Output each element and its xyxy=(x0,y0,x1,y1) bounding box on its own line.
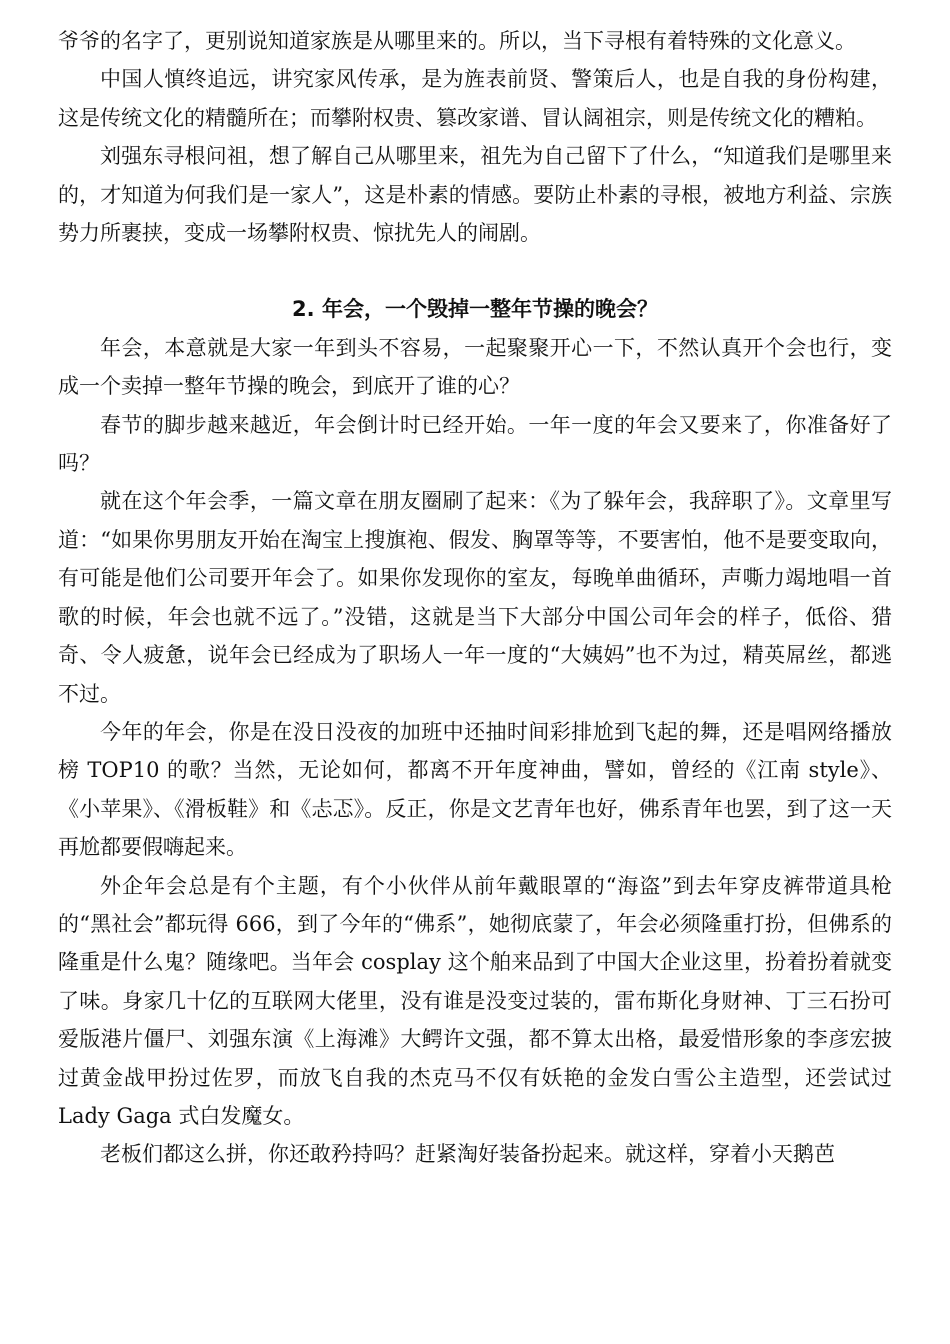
paragraph: 春节的脚步越来越近，年会倒计时已经开始。一年一度的年会又要来了，你准备好了吗？ xyxy=(58,412,892,476)
paragraph: 就在这个年会季，一篇文章在朋友圈刷了起来：《为了躲年会，我辞职了》。文章里写道：“如果你男朋友开始在淘宝上搜旗袍、假发、胸罩等等，不要害怕，他不是要变取向，有可能是他们公司要开年会了。如果你发现你的室友，每晚单曲循环，声嘶力竭地唱一首歌的时候，年会也就不远了。”没错，这就是当下大部分中国公司年会的样子，低俗、猎奇、令人疲惫，说年会已经成为了职场人一年一度的“大姨妈”也不为过，精英屌丝，都逃不过。 xyxy=(58,489,892,706)
paragraph: 老板们都这么拼，你还敢矜持吗？赶紧淘好装备扮起来。就这样，穿着小天鹅芭 xyxy=(100,1142,835,1167)
paragraph: 今年的年会，你是在没日没夜的加班中还抽时间彩排尬到飞起的舞，还是唱网络播放榜 TOP10 的歌？当然，无论如何，都离不开年度神曲，譬如，曾经的《江南 style》、《小苹果》、《滑板鞋》和《忐忑》。反正，你是文艺青年也好，佛系青年也罢，到了这一天再尬都要假嗨起来。 xyxy=(58,719,892,860)
document-page xyxy=(58,22,892,1174)
paragraph-continued: 爷爷的名字了，更别说知道家族是从哪里来的。所以，当下寻根有着特殊的文化意义。 xyxy=(58,29,856,53)
paragraph: 中国人慎终追远，讲究家风传承，是为旌表前贤、警策后人，也是自我的身份构建，这是传统文化的精髓所在；而攀附权贵、篡改家谱、冒认阔祖宗，则是传统文化的糟粕。 xyxy=(58,67,892,130)
paragraph: 刘强东寻根问祖，想了解自己从哪里来，祖先为自己留下了什么，“知道我们是哪里来的，才知道为何我们是一家人”，这是朴素的情感。要防止朴素的寻根，被地方利益、宗族势力所裹挟，变成一场攀附权贵、惊扰先人的闹剧。 xyxy=(58,144,892,246)
paragraph: 外企年会总是有个主题，有个小伙伴从前年戴眼罩的“海盗”到去年穿皮裤带道具枪的“黑社会”都玩得 666，到了今年的“佛系”，她彻底蒙了，年会必须隆重打扮，但佛系的隆重是什么鬼？随缘吧。当年会 cosplay 这个舶来品到了中国大企业这里，扮着扮着就变了味。身家几十亿的互联网大佬里，没有谁是没变过装的，雷布斯化身财神、丁三石扮可爱版港片僵尸、刘强东演《上海滩》大鳄许文强，都不算太出格，最爱惜形象的李彦宏披过黄金战甲扮过佐罗，而放飞自我的杰克马不仅有妖艳的金发白雪公主造型，还尝试过 Lady Gaga 式白发魔女。 xyxy=(58,873,892,1128)
paragraph: 年会，本意就是大家一年到头不容易，一起聚聚开心一下，不然认真开个会也行，变成一个卖掉一整年节操的晚会，到底开了谁的心？ xyxy=(58,335,892,399)
section-heading: 2. 年会，一个毁掉一整年节操的晚会？ xyxy=(292,297,658,322)
